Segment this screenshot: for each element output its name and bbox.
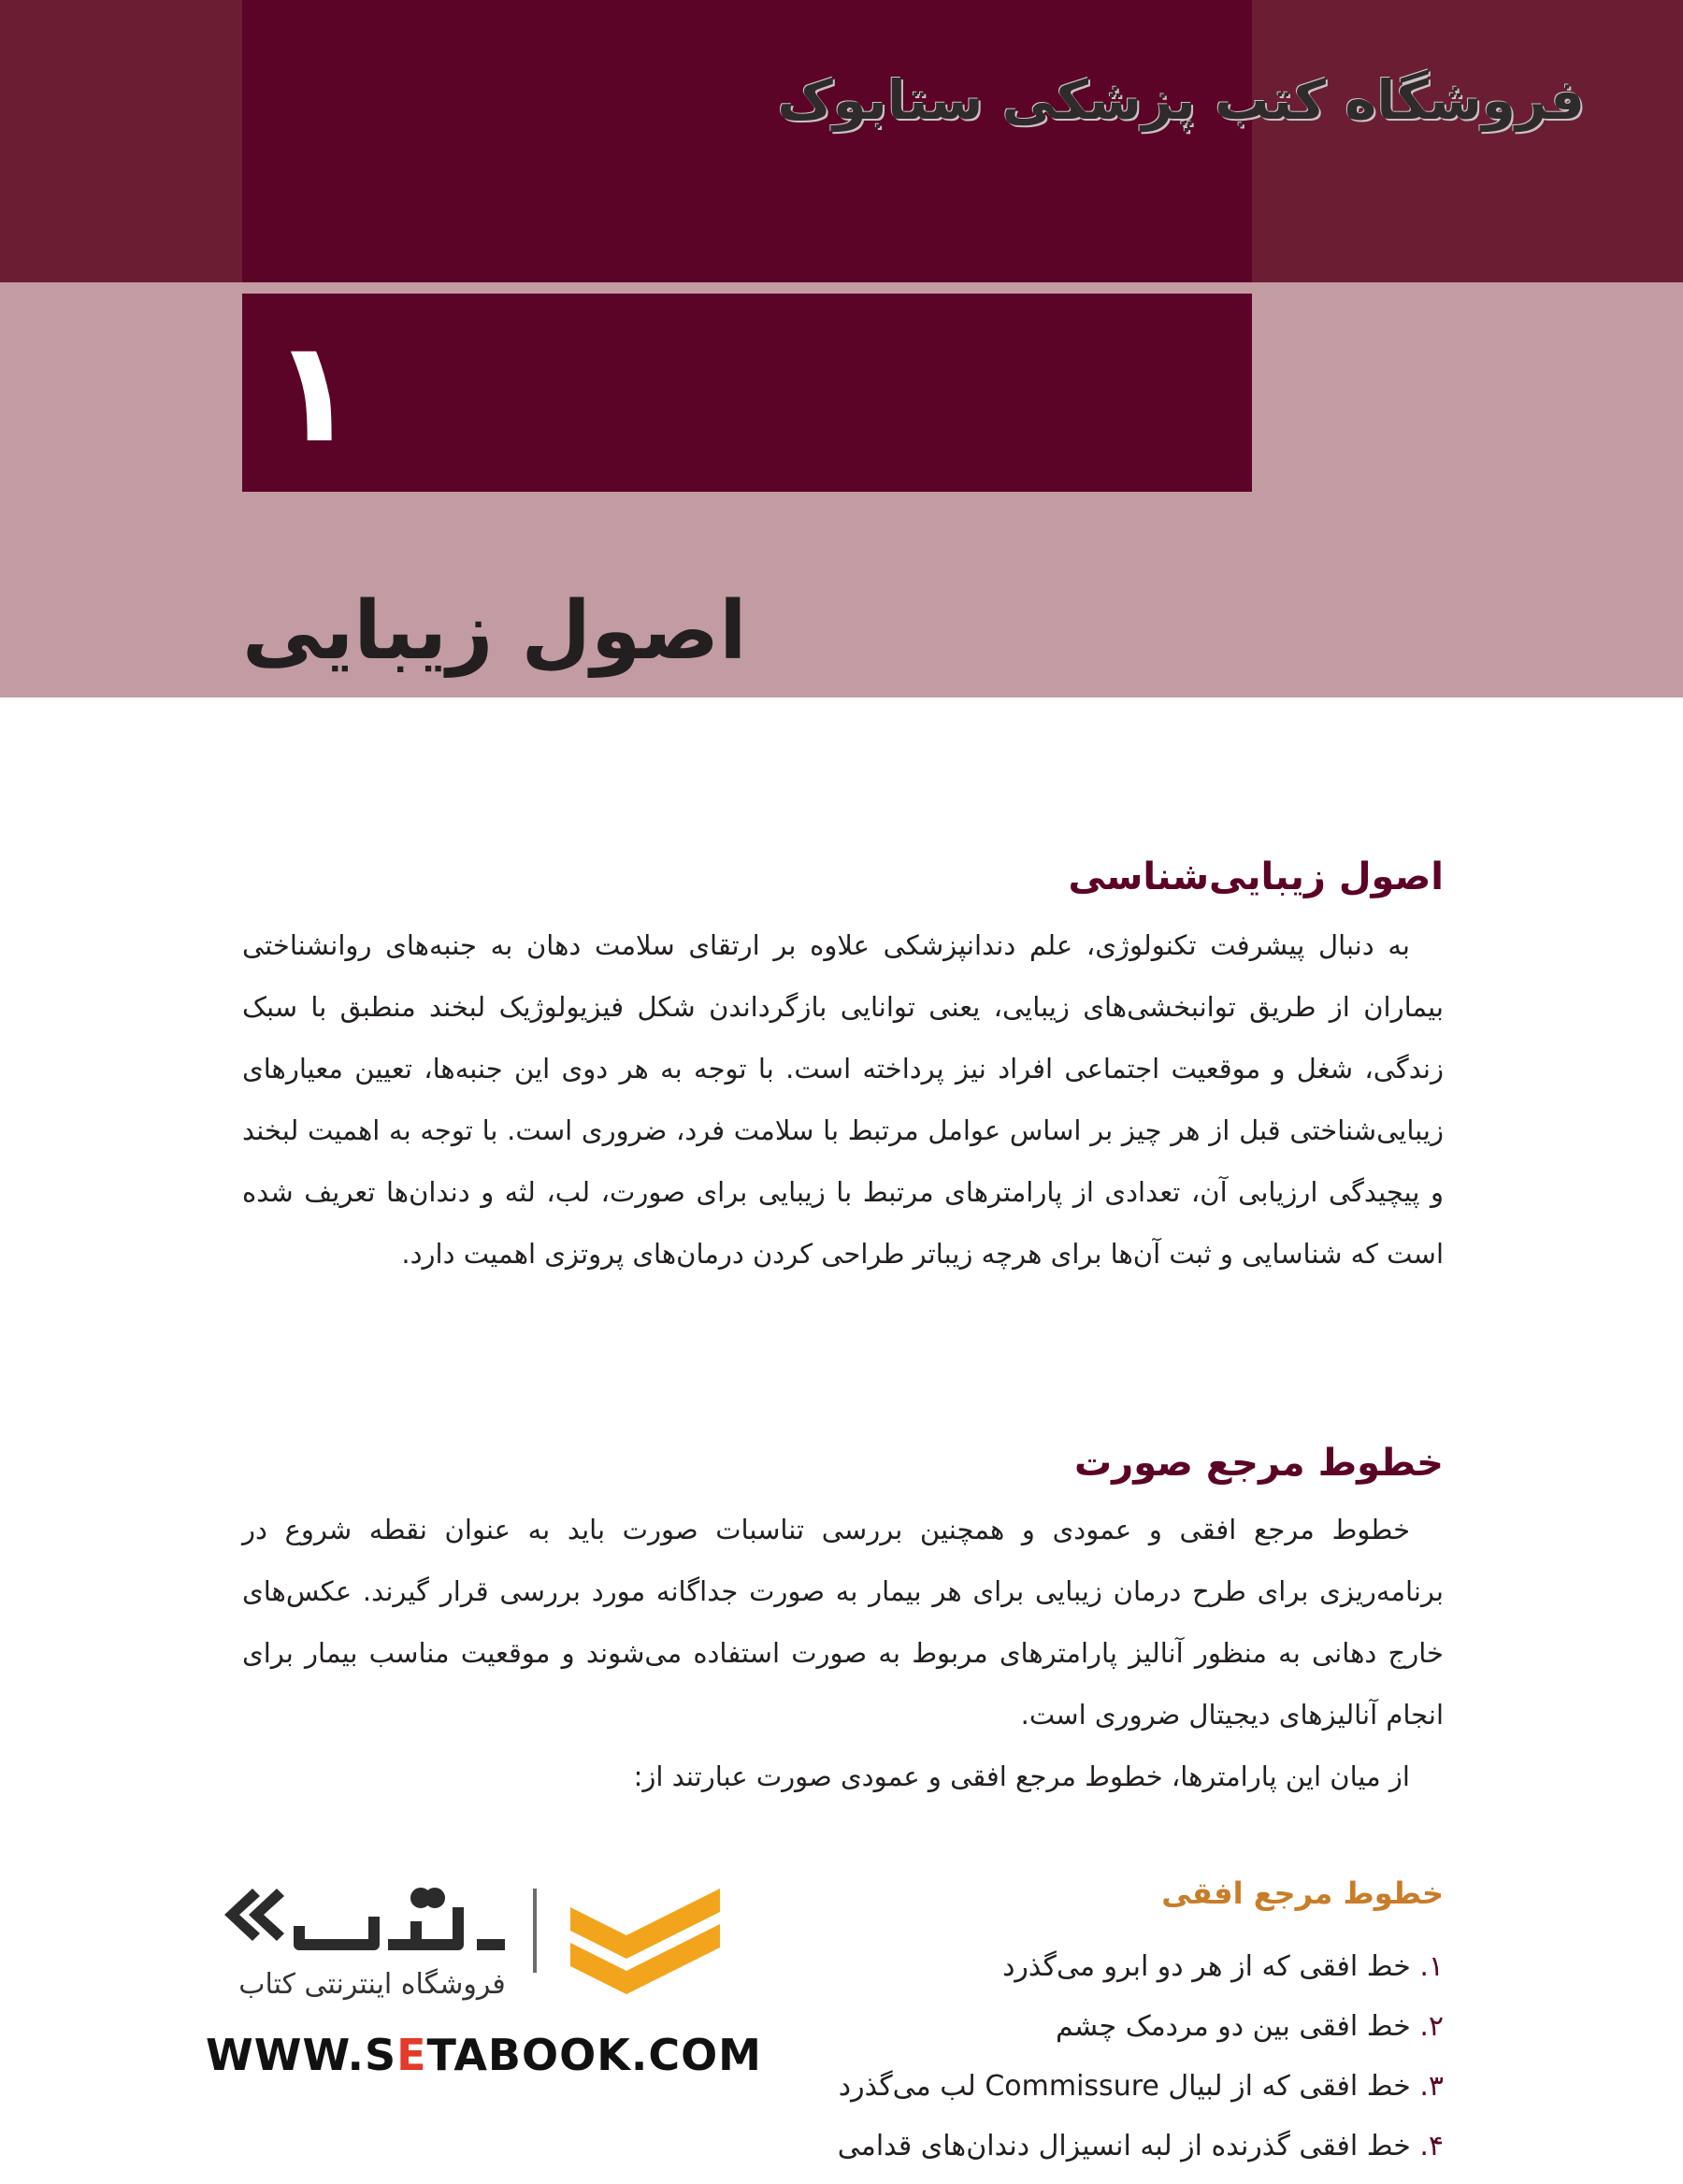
subsection-heading: خطوط مرجع افقی bbox=[1161, 1875, 1444, 1911]
list-item: ۴. خط افقی گذرنده از لبه انسیزال دندان‌های قدامی bbox=[837, 2130, 1444, 2162]
chapter-number-block bbox=[242, 294, 1252, 492]
section-heading: اصول زیبایی‌شناسی bbox=[1068, 855, 1444, 898]
chapter-number: ۱ bbox=[271, 311, 357, 474]
list-item: ۳. خط افقی که از لبیال Commissure لب می‌گذرد bbox=[838, 2070, 1444, 2103]
section-paragraph: خطوط مرجع افقی و عمودی و همچنین بررسی تناسبات صورت باید به عنوان نقطه شروع در برنامه‌ریزی برای طرح درمان زیبایی برای هر بیمار به صورت جداگانه مورد بررسی قرار گیرند. عکس‌های خارج دهانی به منظور آنالیز پارامترهای مربوط به صورت استفاده می‌شوند و موقعیت مناسب بیمار برای انجام آنالیزهای دیجیتال ضروری است. bbox=[242, 1514, 1444, 1731]
section-facial-reference-lines bbox=[242, 1435, 1444, 1807]
chapter-title: اصول زیبایی bbox=[242, 584, 747, 678]
section-paragraph: به دنبال پیشرفت تکنولوژی، علم دندانپزشکی علاوه بر ارتقای سلامت دهان به جنبه‌های روانشناختی بیماران از طریق توانبخشی‌های زیبایی، یعنی توانایی بازگرداندن شکل فیزیولوژیک لبخند منطبق با سبک زندگی، شغل و موقعیت اجتماعی افراد نیز پرداخته است. با توجه به هر دوی این جنبه‌ها، تعیین معیارهای زیبایی‌شناختی قبل از هر چیز بر اساس عوامل مرتبط با سلامت فرد، ضروری است. با توجه به اهمیت لبخند و پیچیدگی ارزیابی آن، تعدادی از پارامترهای مرتبط با زیبایی برای صورت، لب، لثه و دندان‌ها تعریف شده است که شناسایی و ثبت آن‌ها برای هرچه زیباتر طراحی کردن درمان‌های پروتزی اهمیت دارد. bbox=[242, 929, 1444, 1270]
logo-tagline: فروشگاه اینترنتی کتاب bbox=[238, 1968, 506, 2001]
section-heading: خطوط مرجع صورت bbox=[1073, 1442, 1444, 1485]
logo-arrows-icon bbox=[224, 1889, 284, 1941]
list-item: ۱. خط افقی که از هر دو ابرو می‌گذرد bbox=[1002, 1950, 1444, 1983]
logo-book-icon bbox=[570, 1889, 720, 1994]
section-aesthetic-principles bbox=[242, 849, 1444, 1285]
list-item: ۲. خط افقی بین دو مردمک چشم bbox=[1055, 2010, 1444, 2043]
logo-url: WWW.SETABOOK.COM bbox=[206, 2030, 762, 2080]
logo-wordmark bbox=[299, 1893, 505, 1945]
section-intro: از میان این پارامترها، خطوط مرجع افقی و عمودی صورت عبارتند از: bbox=[633, 1760, 1410, 1792]
store-title: فروشگاه کتب پزشکی ستابوک bbox=[777, 68, 1585, 132]
